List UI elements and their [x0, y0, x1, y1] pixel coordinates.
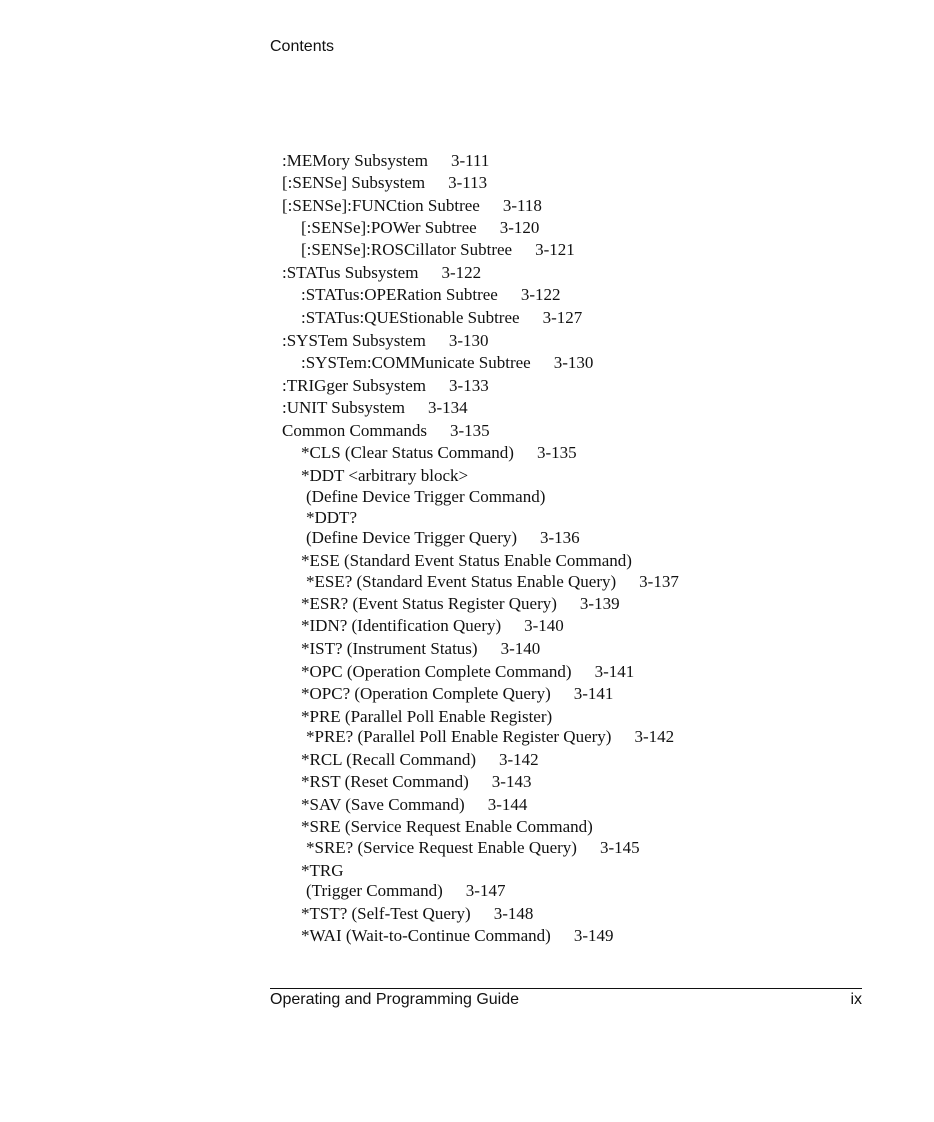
toc-entry [301, 284, 561, 306]
toc-entry [282, 397, 468, 419]
toc-entry-title: *SRE? (Service Request Enable Query) [306, 838, 577, 857]
toc-entry-title: (Trigger Command) [306, 881, 443, 900]
toc-entry-title: *IST? (Instrument Status) [301, 639, 478, 658]
toc-entry-title: :MEMory Subsystem [282, 151, 428, 170]
toc-entry [306, 571, 679, 593]
toc-entry-title: *WAI (Wait-to-Continue Command) [301, 926, 551, 945]
toc-entry [282, 420, 490, 442]
toc-entry [282, 330, 488, 352]
toc-entry-title: *ESE? (Standard Event Status Enable Query) [306, 572, 617, 591]
toc-entry-page-number: 3-122 [441, 263, 482, 282]
toc-entry-title: :STATus:QUEStionable Subtree [301, 308, 520, 327]
toc-entry-page-number: 3-121 [535, 240, 575, 259]
toc-entry [282, 375, 489, 397]
toc-entry [301, 816, 593, 838]
toc-entry-page-number: 3-111 [450, 151, 490, 170]
toc-entry [306, 726, 674, 748]
toc-entry [306, 837, 640, 859]
toc-entry-page-number: 3-127 [542, 308, 583, 327]
toc-entry [301, 239, 575, 261]
toc-entry [301, 771, 531, 793]
toc-entry-page-number: 3-130 [553, 353, 594, 372]
toc-entry-title: [:SENSe]:FUNCtion Subtree [282, 196, 480, 215]
toc-entry-title: :SYSTem:COMMunicate Subtree [301, 353, 531, 372]
toc-entry-title: (Define Device Trigger Query) [306, 528, 518, 547]
toc-entry-title: :UNIT Subsystem [282, 398, 405, 417]
toc-entry [301, 749, 539, 771]
toc-entry-page-number: 3-149 [573, 926, 614, 945]
toc-entry-title: :TRIGger Subsystem [282, 376, 427, 395]
toc-entry-page-number: 3-147 [465, 881, 506, 900]
toc-entry-page-number: 3-139 [579, 594, 620, 613]
toc-entry [301, 307, 582, 329]
toc-entry-page-number: 3-143 [491, 772, 532, 791]
toc-entry-page-number: 3-130 [448, 331, 489, 350]
toc-entry [282, 262, 481, 284]
toc-entry-page-number: 3-120 [499, 218, 540, 237]
toc-entry [301, 925, 613, 947]
toc-entry-page-number: 3-118 [502, 196, 542, 215]
toc-entry-page-number: 3-122 [520, 285, 561, 304]
toc-entry-page-number: 3-134 [427, 398, 468, 417]
toc-entry [301, 217, 539, 239]
toc-entry-title: *SRE (Service Request Enable Command) [301, 817, 593, 836]
footer-divider [270, 988, 862, 989]
toc-entry [282, 150, 489, 172]
toc-entry-title: *IDN? (Identification Query) [301, 616, 502, 635]
toc-entry-title: [:SENSe]:ROSCillator Subtree [301, 240, 513, 259]
toc-entry [301, 593, 620, 615]
toc-entry [301, 465, 468, 487]
toc-entry [306, 527, 580, 549]
page-header-title: Contents [270, 38, 335, 55]
toc-entry-title: [:SENSe] Subsystem [282, 173, 426, 192]
toc-entry-title: *TST? (Self-Test Query) [301, 904, 471, 923]
toc-entry-page-number: 3-140 [524, 616, 564, 635]
toc-entry-title: *DDT? [306, 508, 357, 527]
toc-entry [301, 638, 540, 660]
toc-entry-title: *PRE (Parallel Poll Enable Register) [301, 707, 553, 726]
toc-entry [301, 903, 533, 925]
toc-entry-page-number: 3-137 [639, 572, 679, 591]
toc-entry-title: :SYSTem Subsystem [282, 331, 426, 350]
toc-entry-page-number: 3-141 [573, 684, 614, 703]
toc-entry-page-number: 3-141 [594, 662, 635, 681]
toc-entry [301, 615, 564, 637]
toc-entry-title: *ESR? (Event Status Register Query) [301, 594, 557, 613]
toc-entry-title: [:SENSe]:POWer Subtree [301, 218, 477, 237]
toc-entry [301, 661, 634, 683]
toc-entry-title: :STATus:OPERation Subtree [301, 285, 498, 304]
toc-entry-title: *RCL (Recall Command) [301, 750, 477, 769]
toc-entry-title: *DDT <arbitrary block> [301, 466, 469, 485]
toc-entry-page-number: 3-133 [449, 376, 489, 395]
toc-entry [282, 195, 542, 217]
toc-entry [282, 172, 487, 194]
toc-entry-page-number: 3-136 [540, 528, 580, 547]
toc-entry [301, 860, 344, 882]
toc-entry-title: (Define Device Trigger Command) [306, 487, 546, 506]
toc-entry [301, 352, 593, 374]
toc-entry [301, 550, 632, 572]
toc-entry-page-number: 3-148 [493, 904, 534, 923]
footer-page-number: ix [850, 991, 862, 1008]
footer-guide-title: Operating and Programming Guide [270, 991, 520, 1008]
toc-entry-title: *PRE? (Parallel Poll Enable Register Query) [306, 727, 612, 746]
toc-entry-page-number: 3-113 [448, 173, 488, 192]
toc-entry-title: *OPC? (Operation Complete Query) [301, 684, 551, 703]
toc-entry-title: *CLS (Clear Status Command) [301, 443, 514, 462]
toc-entry [301, 706, 552, 728]
toc-entry [301, 442, 577, 464]
toc-entry-page-number: 3-145 [599, 838, 640, 857]
toc-entry-title: *ESE (Standard Event Status Enable Command) [301, 551, 632, 570]
toc-entry [301, 683, 613, 705]
toc-entry-title: Common Commands [282, 421, 427, 440]
toc-entry-page-number: 3-142 [499, 750, 539, 769]
toc-entry-title: :STATus Subsystem [282, 263, 419, 282]
toc-entry-page-number: 3-144 [487, 795, 528, 814]
toc-entry-title: *SAV (Save Command) [301, 795, 465, 814]
toc-entry-title: *OPC (Operation Complete Command) [301, 662, 572, 681]
toc-entry-page-number: 3-140 [500, 639, 541, 658]
toc-entry [306, 486, 545, 508]
toc-entry [306, 507, 357, 529]
toc-entry-page-number: 3-142 [634, 727, 675, 746]
toc-entry-page-number: 3-135 [449, 421, 490, 440]
toc-entry [306, 880, 505, 902]
toc-entry-title: *TRG [301, 861, 344, 880]
toc-entry-title: *RST (Reset Command) [301, 772, 469, 791]
toc-entry [301, 794, 527, 816]
toc-entry-page-number: 3-135 [536, 443, 577, 462]
